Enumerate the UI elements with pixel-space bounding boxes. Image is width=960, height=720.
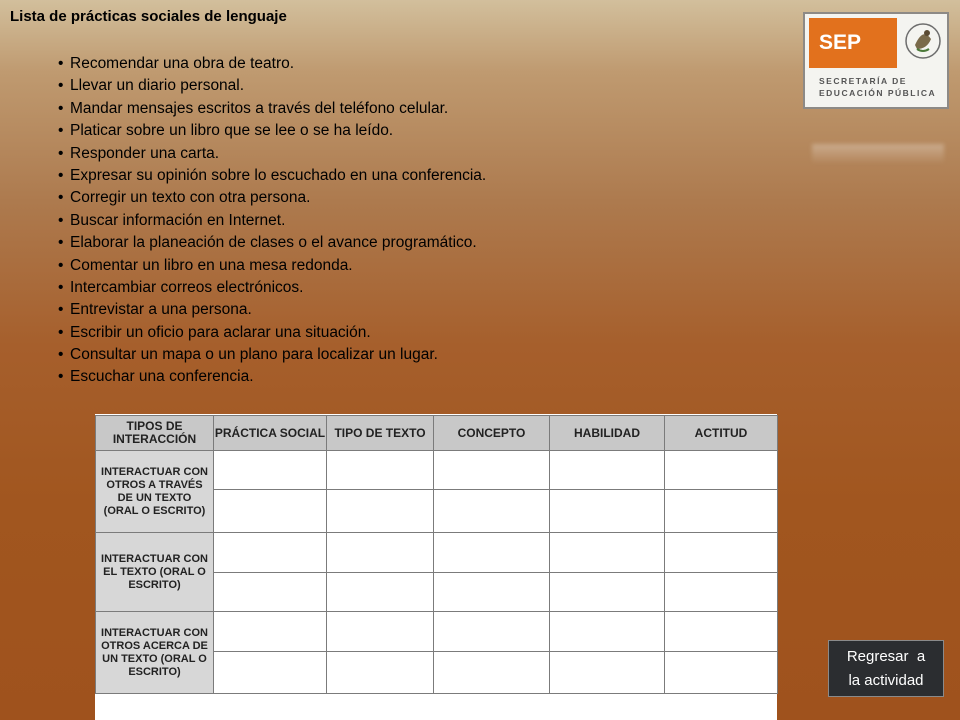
table-cell[interactable] (327, 490, 434, 533)
column-header: PRÁCTICA SOCIAL (214, 416, 327, 451)
bullet-icon: • (58, 278, 64, 296)
table-row (96, 612, 778, 652)
logo-line-2: EDUCACIÓN PÚBLICA (819, 88, 937, 98)
bullet-icon: • (58, 189, 64, 207)
list-item: • Expresar su opinión sobre lo escuchado en una conferencia. (58, 165, 486, 187)
table-cell[interactable] (214, 490, 327, 533)
list-item: • Corregir un texto con otra persona. (58, 187, 486, 209)
table-cell[interactable] (550, 533, 665, 573)
table-cell[interactable] (665, 612, 778, 652)
table-cell[interactable] (327, 652, 434, 694)
column-header: CONCEPTO (434, 416, 550, 451)
table-cell[interactable] (214, 451, 327, 490)
table-cell[interactable] (434, 573, 550, 612)
return-button-line-1: Regresar a (846, 647, 926, 665)
interaction-table-panel (95, 414, 777, 720)
list-item: • Platicar sobre un libro que se lee o se ha leído. (58, 120, 486, 142)
list-item: • Escribir un oficio para aclarar una situación. (58, 322, 486, 344)
table-cell[interactable] (550, 573, 665, 612)
list-item: • Elaborar la planeación de clases o el avance programático. (58, 232, 486, 254)
page-title: Lista de prácticas sociales de lenguaje (10, 8, 287, 25)
list-item: • Consultar un mapa o un plano para localizar un lugar. (58, 344, 486, 366)
table-cell[interactable] (327, 573, 434, 612)
table-cell[interactable] (550, 652, 665, 694)
list-item: • Mandar mensajes escritos a través del teléfono celular. (58, 98, 486, 120)
table-cell[interactable] (550, 490, 665, 533)
row-header: INTERACTUAR CON OTROS A TRAVÉS DE UN TEXTO (ORAL O ESCRITO) (96, 451, 214, 533)
list-item: • Escuchar una conferencia. (58, 366, 486, 388)
list-item: • Recomendar una obra de teatro. (58, 53, 486, 75)
bullet-icon: • (58, 211, 64, 229)
bullet-icon: • (58, 122, 64, 140)
table-cell[interactable] (665, 533, 778, 573)
table-cell[interactable] (434, 612, 550, 652)
table-cell[interactable] (214, 612, 327, 652)
table-cell[interactable] (434, 533, 550, 573)
bullet-icon: • (58, 346, 64, 364)
practices-list (58, 53, 486, 389)
list-item: • Entrevistar a una persona. (58, 299, 486, 321)
table-cell[interactable] (327, 612, 434, 652)
table-cell[interactable] (550, 612, 665, 652)
bullet-icon: • (58, 99, 64, 117)
table-cell[interactable] (434, 490, 550, 533)
list-item: • Llevar un diario personal. (58, 75, 486, 97)
return-to-activity-button[interactable] (828, 640, 944, 697)
logo-reflection (812, 144, 944, 164)
column-header: TIPOS DE INTERACCIÓN (96, 416, 214, 451)
column-header: ACTITUD (665, 416, 778, 451)
table-cell[interactable] (434, 652, 550, 694)
column-header: TIPO DE TEXTO (327, 416, 434, 451)
bullet-icon: • (58, 77, 64, 95)
table-cell[interactable] (665, 573, 778, 612)
bullet-icon: • (58, 55, 64, 72)
row-header: INTERACTUAR CON EL TEXTO (ORAL O ESCRITO) (96, 533, 214, 612)
bullet-icon: • (58, 256, 64, 274)
column-header: HABILIDAD (550, 416, 665, 451)
table-cell[interactable] (327, 533, 434, 573)
table-cell[interactable] (434, 451, 550, 490)
list-item: • Buscar información en Internet. (58, 210, 486, 232)
table-row (96, 533, 778, 573)
bullet-icon: • (58, 234, 64, 252)
sep-logo (803, 12, 949, 109)
table-cell[interactable] (665, 451, 778, 490)
bullet-icon: • (58, 368, 64, 386)
bullet-icon: • (58, 323, 64, 341)
row-header: INTERACTUAR CON OTROS ACERCA DE UN TEXTO (ORAL O ESCRITO) (96, 612, 214, 694)
list-item: • Intercambiar correos electrónicos. (58, 277, 486, 299)
bullet-icon: • (58, 301, 64, 319)
table-cell[interactable] (214, 533, 327, 573)
national-seal-icon (903, 19, 943, 64)
table-cell[interactable] (550, 451, 665, 490)
bullet-icon: • (58, 144, 64, 162)
sep-logo-mark: SEP (809, 18, 897, 68)
list-item: • Comentar un libro en una mesa redonda. (58, 255, 486, 277)
logo-line-1: SECRETARÍA DE (819, 76, 907, 86)
table-cell[interactable] (665, 652, 778, 694)
return-button-line-2: la actividad (848, 671, 924, 689)
bullet-icon: • (58, 166, 64, 184)
table-cell[interactable] (665, 490, 778, 533)
table-cell[interactable] (214, 652, 327, 694)
table-cell[interactable] (327, 451, 434, 490)
list-item: • Responder una carta. (58, 143, 486, 165)
table-cell[interactable] (214, 573, 327, 612)
interaction-table (95, 415, 778, 694)
table-row (96, 451, 778, 490)
